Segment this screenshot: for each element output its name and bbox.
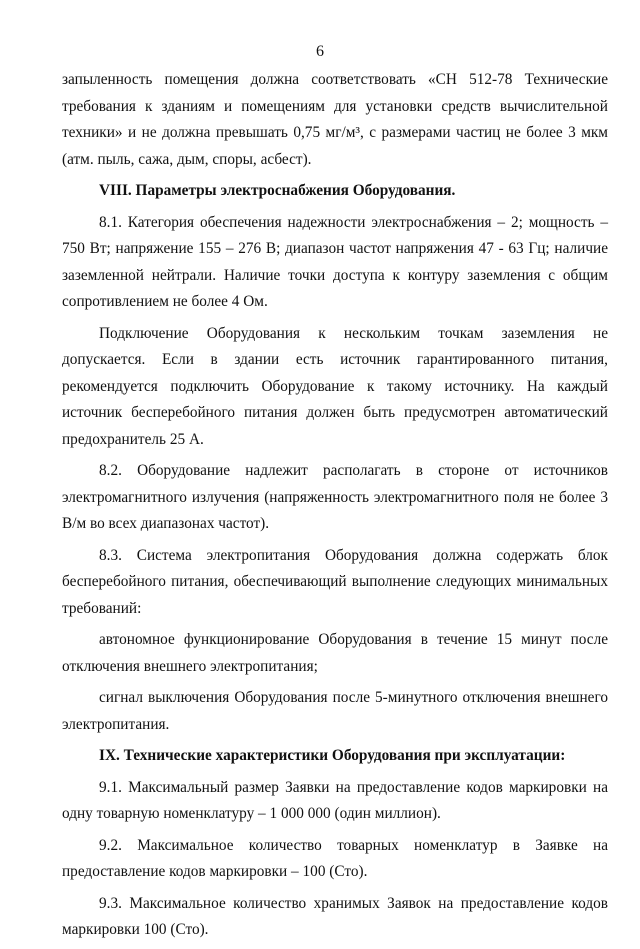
paragraph-8-2: 8.2. Оборудование надлежит располагать в стороне от источников электромагнитного излучения (напряженность электромагнитного поля не более 3 В/м во всех диапазонах частот).: [62, 462, 608, 532]
paragraph-9-3: 9.3. Максимальное количество хранимых Заявок на предоставление кодов маркировки 100 (Сто).: [62, 894, 608, 938]
page-number: 6: [316, 43, 324, 60]
section-heading-ix: IX. Технические характеристики Оборудования при эксплуатации:: [99, 747, 566, 764]
paragraph-9-2: 9.2. Максимальное количество товарных номенклатур в Заявке на предоставление кодов маркировки – 100 (Сто).: [62, 836, 608, 880]
paragraph-dust-requirements: запыленность помещения должна соответствовать «СН 512-78 Технические требования к зданиям и помещениям для установки средств вычислительной техники» и не должна превышать 0,75 мг/м³, с размерами частиц не более 3 мкм (атм. пыль, сажа, дым, споры, асбест).: [62, 71, 608, 168]
document-body: [62, 67, 608, 949]
paragraph-9-1: 9.1. Максимальный размер Заявки на предоставление кодов маркировки на одну товарную номенклатуру – 1 000 000 (один миллион).: [62, 778, 608, 822]
paragraph-8-1-grounding: Подключение Оборудования к нескольким точкам заземления не допускается. Если в здании есть источник гарантированного питания, рекомендуется подключить Оборудование к такому источнику. На каждый источник бесперебойного питания должен быть предусмотрен автоматический предохранитель 25 А.: [62, 324, 608, 448]
paragraph-8-3-autonomous: автономное функционирование Оборудования в течение 15 минут после отключения внешнего электропитания;: [62, 631, 608, 675]
paragraph-8-3-shutdown-signal: сигнал выключения Оборудования после 5-минутного отключения внешнего электропитания.: [62, 689, 608, 733]
paragraph-8-3: 8.3. Система электропитания Оборудования должна содержать блок бесперебойного питания, обеспечивающий выполнение следующих минимальных требований:: [62, 546, 608, 617]
paragraph-8-1: 8.1. Категория обеспечения надежности электроснабжения – 2; мощность – 750 Вт; напряжение 155 – 276 В; диапазон частот напряжения 47 - 63 Гц; наличие заземленной нейтрали. Наличие точки доступа к контуру заземления с общим сопротивлением не более 4 Ом.: [62, 213, 608, 310]
section-heading-viii: VIII. Параметры электроснабжения Оборудования.: [99, 182, 456, 199]
